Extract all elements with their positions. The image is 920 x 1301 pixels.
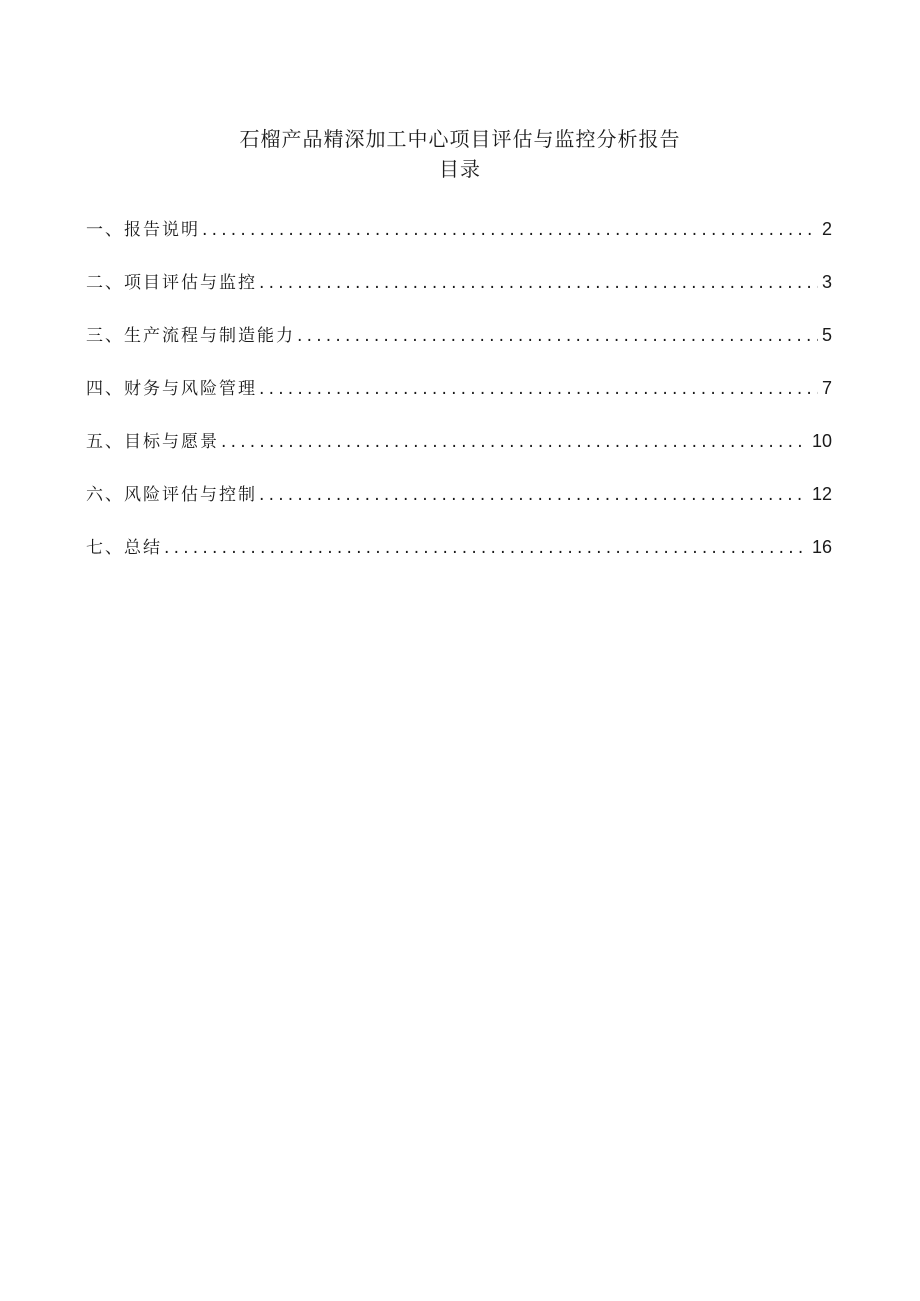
toc-entry-finance-risk[interactable]	[86, 373, 832, 426]
toc-entry-summary[interactable]	[86, 532, 832, 585]
toc-entry-label: 三、生产流程与制造能力	[86, 326, 295, 346]
toc-entry-goals-vision[interactable]	[86, 426, 832, 479]
toc-entry-page: 5	[821, 325, 832, 345]
toc-entry-label: 四、财务与风险管理	[86, 379, 257, 399]
toc-entry-label: 一、报告说明	[86, 220, 200, 240]
toc-leader-dots	[162, 533, 808, 563]
toc-entry-label: 六、风险评估与控制	[86, 485, 257, 505]
toc-entry-risk-control[interactable]	[86, 479, 832, 532]
toc-entry-report-notes[interactable]	[86, 214, 832, 267]
toc-leader-dots	[295, 321, 818, 351]
toc-leader-dots	[219, 427, 808, 457]
document-title: 石榴产品精深加工中心项目评估与监控分析报告	[239, 127, 681, 151]
toc-entry-label: 七、总结	[86, 538, 162, 558]
toc-entry-page: 2	[821, 219, 832, 239]
toc-leader-dots	[257, 268, 818, 298]
toc-entry-page: 7	[821, 378, 832, 398]
toc-heading: 目录	[439, 157, 481, 181]
toc-entry-page: 3	[821, 272, 832, 292]
table-of-contents	[86, 214, 832, 585]
toc-leader-dots	[200, 215, 818, 245]
toc-entry-page: 12	[811, 484, 832, 504]
toc-entry-production-process[interactable]	[86, 320, 832, 373]
toc-entry-label: 二、项目评估与监控	[86, 273, 257, 293]
toc-leader-dots	[257, 480, 808, 510]
toc-entry-label: 五、目标与愿景	[86, 432, 219, 452]
toc-entry-project-evaluation[interactable]	[86, 267, 832, 320]
toc-entry-page: 10	[811, 431, 832, 451]
toc-leader-dots	[257, 374, 818, 404]
toc-entry-page: 16	[811, 537, 832, 557]
